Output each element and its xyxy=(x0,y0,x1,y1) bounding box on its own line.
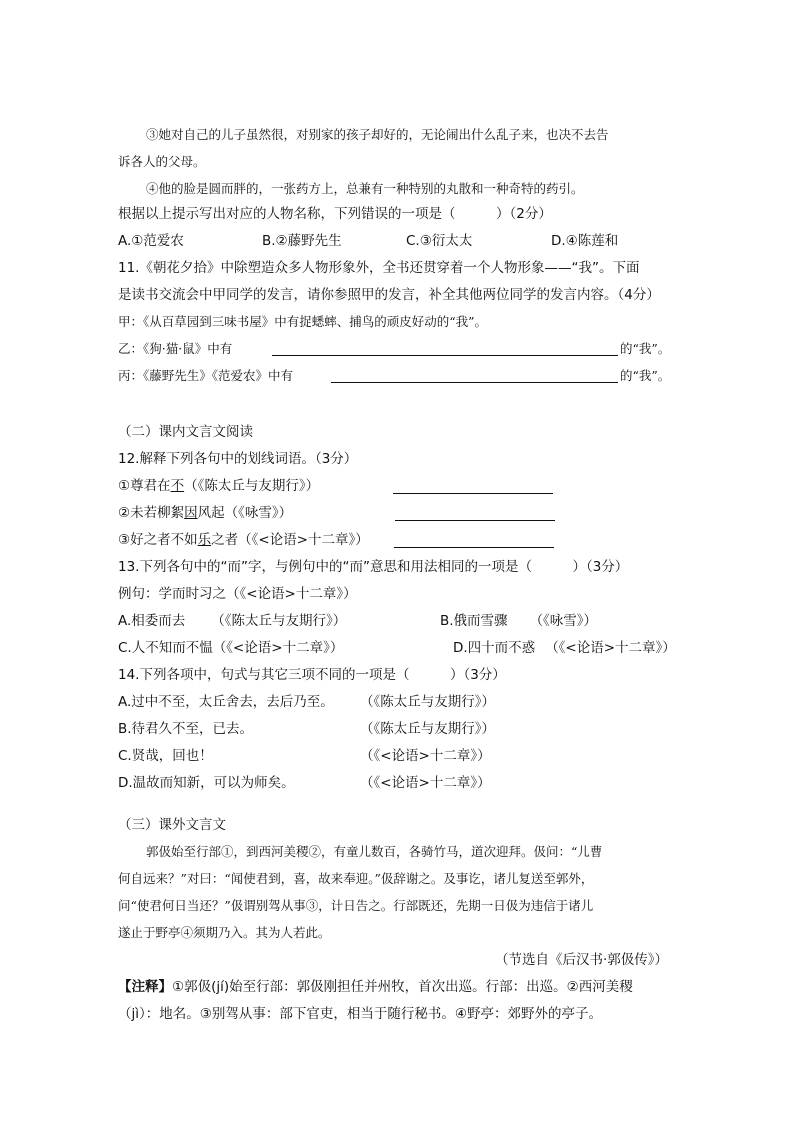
q14-stem: 14.下列各项中，句式与其它三项不同的一项是（ ）（3分） xyxy=(118,667,506,683)
q11-bing-suffix: 的“我”。 xyxy=(620,368,671,383)
q14-option-c[interactable]: C.贤哉，回也！ xyxy=(118,748,213,764)
q12-answer-blank-3[interactable] xyxy=(394,546,554,548)
q13-option-a[interactable]: A.相委而去 （《陈太丘与友期行》） xyxy=(118,613,347,629)
q12-item-2: ②未若柳絮因风起（《咏雪》） xyxy=(118,505,293,521)
q14-option-d-source: （《<论语>十二章》） xyxy=(360,775,491,791)
section-3-title: （三）课外文言文 xyxy=(118,817,226,833)
q12-answer-blank-2[interactable] xyxy=(395,519,555,521)
q11-stem-line-2: 是读书交流会中甲同学的发言，请你参照甲的发言，补全其他两位同学的发言内容。（4分） xyxy=(118,287,660,303)
q14-option-b-source: （《陈太丘与友期行》） xyxy=(360,721,495,737)
q11-bing-prefix: 丙：《藤野先生》《范爱农》中有 xyxy=(118,368,294,383)
annotation-line-2: （jì）：地名。③别驾从事：部下官吏，相当于随行秘书。④野亭：郊野外的亭子。 xyxy=(118,1006,602,1022)
q10-option-a[interactable]: A.①范爱农 xyxy=(118,233,184,249)
annotation-label: 【注释】 xyxy=(118,979,172,995)
q12-item-1: ①尊君在不（《陈太丘与友期行》） xyxy=(118,478,320,494)
q14-option-c-source: （《<论语>十二章》） xyxy=(360,748,491,764)
passage-line-2: 何自远来？”对曰：“闻使君到，喜，故来奉迎。”伋辞谢之。及事讫，诸儿复送至郭外， xyxy=(118,871,594,886)
q12-stem: 12.解释下列各句中的划线词语。（3分） xyxy=(118,451,358,467)
q12-underlined-word-1: 不 xyxy=(170,478,185,494)
q10-stem: 根据以上提示写出对应的人物名称，下列错误的一项是（ ）（2分） xyxy=(118,206,552,222)
q11-yi-suffix: 的“我”。 xyxy=(620,341,671,356)
passage-source: （节选自《后汉书·郭伋传》） xyxy=(494,952,668,968)
annotation-line-1: 【注释】①郭伋(jí)始至行部：郭伋刚担任并州牧，首次出巡。行部：出巡。②西河美稷 xyxy=(118,979,633,995)
q13-option-c[interactable]: C.人不知而不愠（《<论语>十二章》） xyxy=(118,640,344,656)
clue-4: ④他的脸是圆而胖的，一张药方上，总兼有一种特别的丸散和一种奇特的药引。 xyxy=(146,181,584,196)
clue-3-line-2: 诉各人的父母。 xyxy=(118,154,206,169)
q10-option-b[interactable]: B.②藤野先生 xyxy=(262,233,342,249)
q11-yi-prefix: 乙：《狗·猫·鼠》中有 xyxy=(118,341,233,356)
clue-3-line-1: ③她对自己的儿子虽然很，对别家的孩子却好的，无论闹出什么乱子来，也决不去告 xyxy=(146,127,609,142)
q12-item-3: ③好之者不如乐之者（《<论语>十二章》） xyxy=(118,532,369,548)
passage-line-3: 问“使君何日当还？”伋谓别驾从事③，计日告之。行部既还，先期一日伋为违信于诸儿 xyxy=(118,898,594,913)
q10-option-c[interactable]: C.③衍太太 xyxy=(406,233,473,249)
q13-option-b[interactable]: B.俄而雪骤 （《咏雪》） xyxy=(440,613,598,629)
q10-option-d[interactable]: D.④陈莲和 xyxy=(551,233,619,249)
q14-option-b[interactable]: B.待君久不至，已去。 xyxy=(118,721,254,737)
q14-option-a-source: （《陈太丘与友期行》） xyxy=(360,694,495,710)
section-2-title: （二）课内文言文阅读 xyxy=(118,424,253,440)
q12-underlined-word-2: 因 xyxy=(184,505,198,521)
q11-bing-answer-blank[interactable] xyxy=(331,381,618,383)
q11-yi-answer-blank[interactable] xyxy=(272,354,618,356)
passage-line-4: 遂止于野亭④须期乃入。其为人若此。 xyxy=(118,925,331,940)
q11-stem-line-1: 11.《朝花夕拾》中除塑造众多人物形象外，全书还贯穿着一个人物形象——“我”。下面 xyxy=(118,260,640,276)
q12-underlined-word-3: 乐 xyxy=(197,532,212,548)
q14-option-d[interactable]: D.温故而知新，可以为师矣。 xyxy=(118,775,295,791)
q13-stem: 13.下列各句中的“而”字，与例句中的“而”意思和用法相同的一项是（ ）（3分） xyxy=(118,559,629,575)
q14-option-a[interactable]: A.过中不至，太丘舍去，去后乃至。 xyxy=(118,694,334,710)
q11-jia: 甲：《从百草园到三味书屋》中有捉蟋蟀、捕鸟的顽皮好动的“我”。 xyxy=(118,314,488,329)
q13-example: 例句：学而时习之（《<论语>十二章》） xyxy=(118,586,357,602)
passage-line-1: 郭伋始至行部①，到西河美稷②，有童儿数百，各骑竹马，道次迎拜。伋问：“儿曹 xyxy=(146,844,603,859)
q12-answer-blank-1[interactable] xyxy=(393,492,553,494)
q13-option-d[interactable]: D.四十而不惑 （《<论语>十二章》） xyxy=(453,640,676,656)
